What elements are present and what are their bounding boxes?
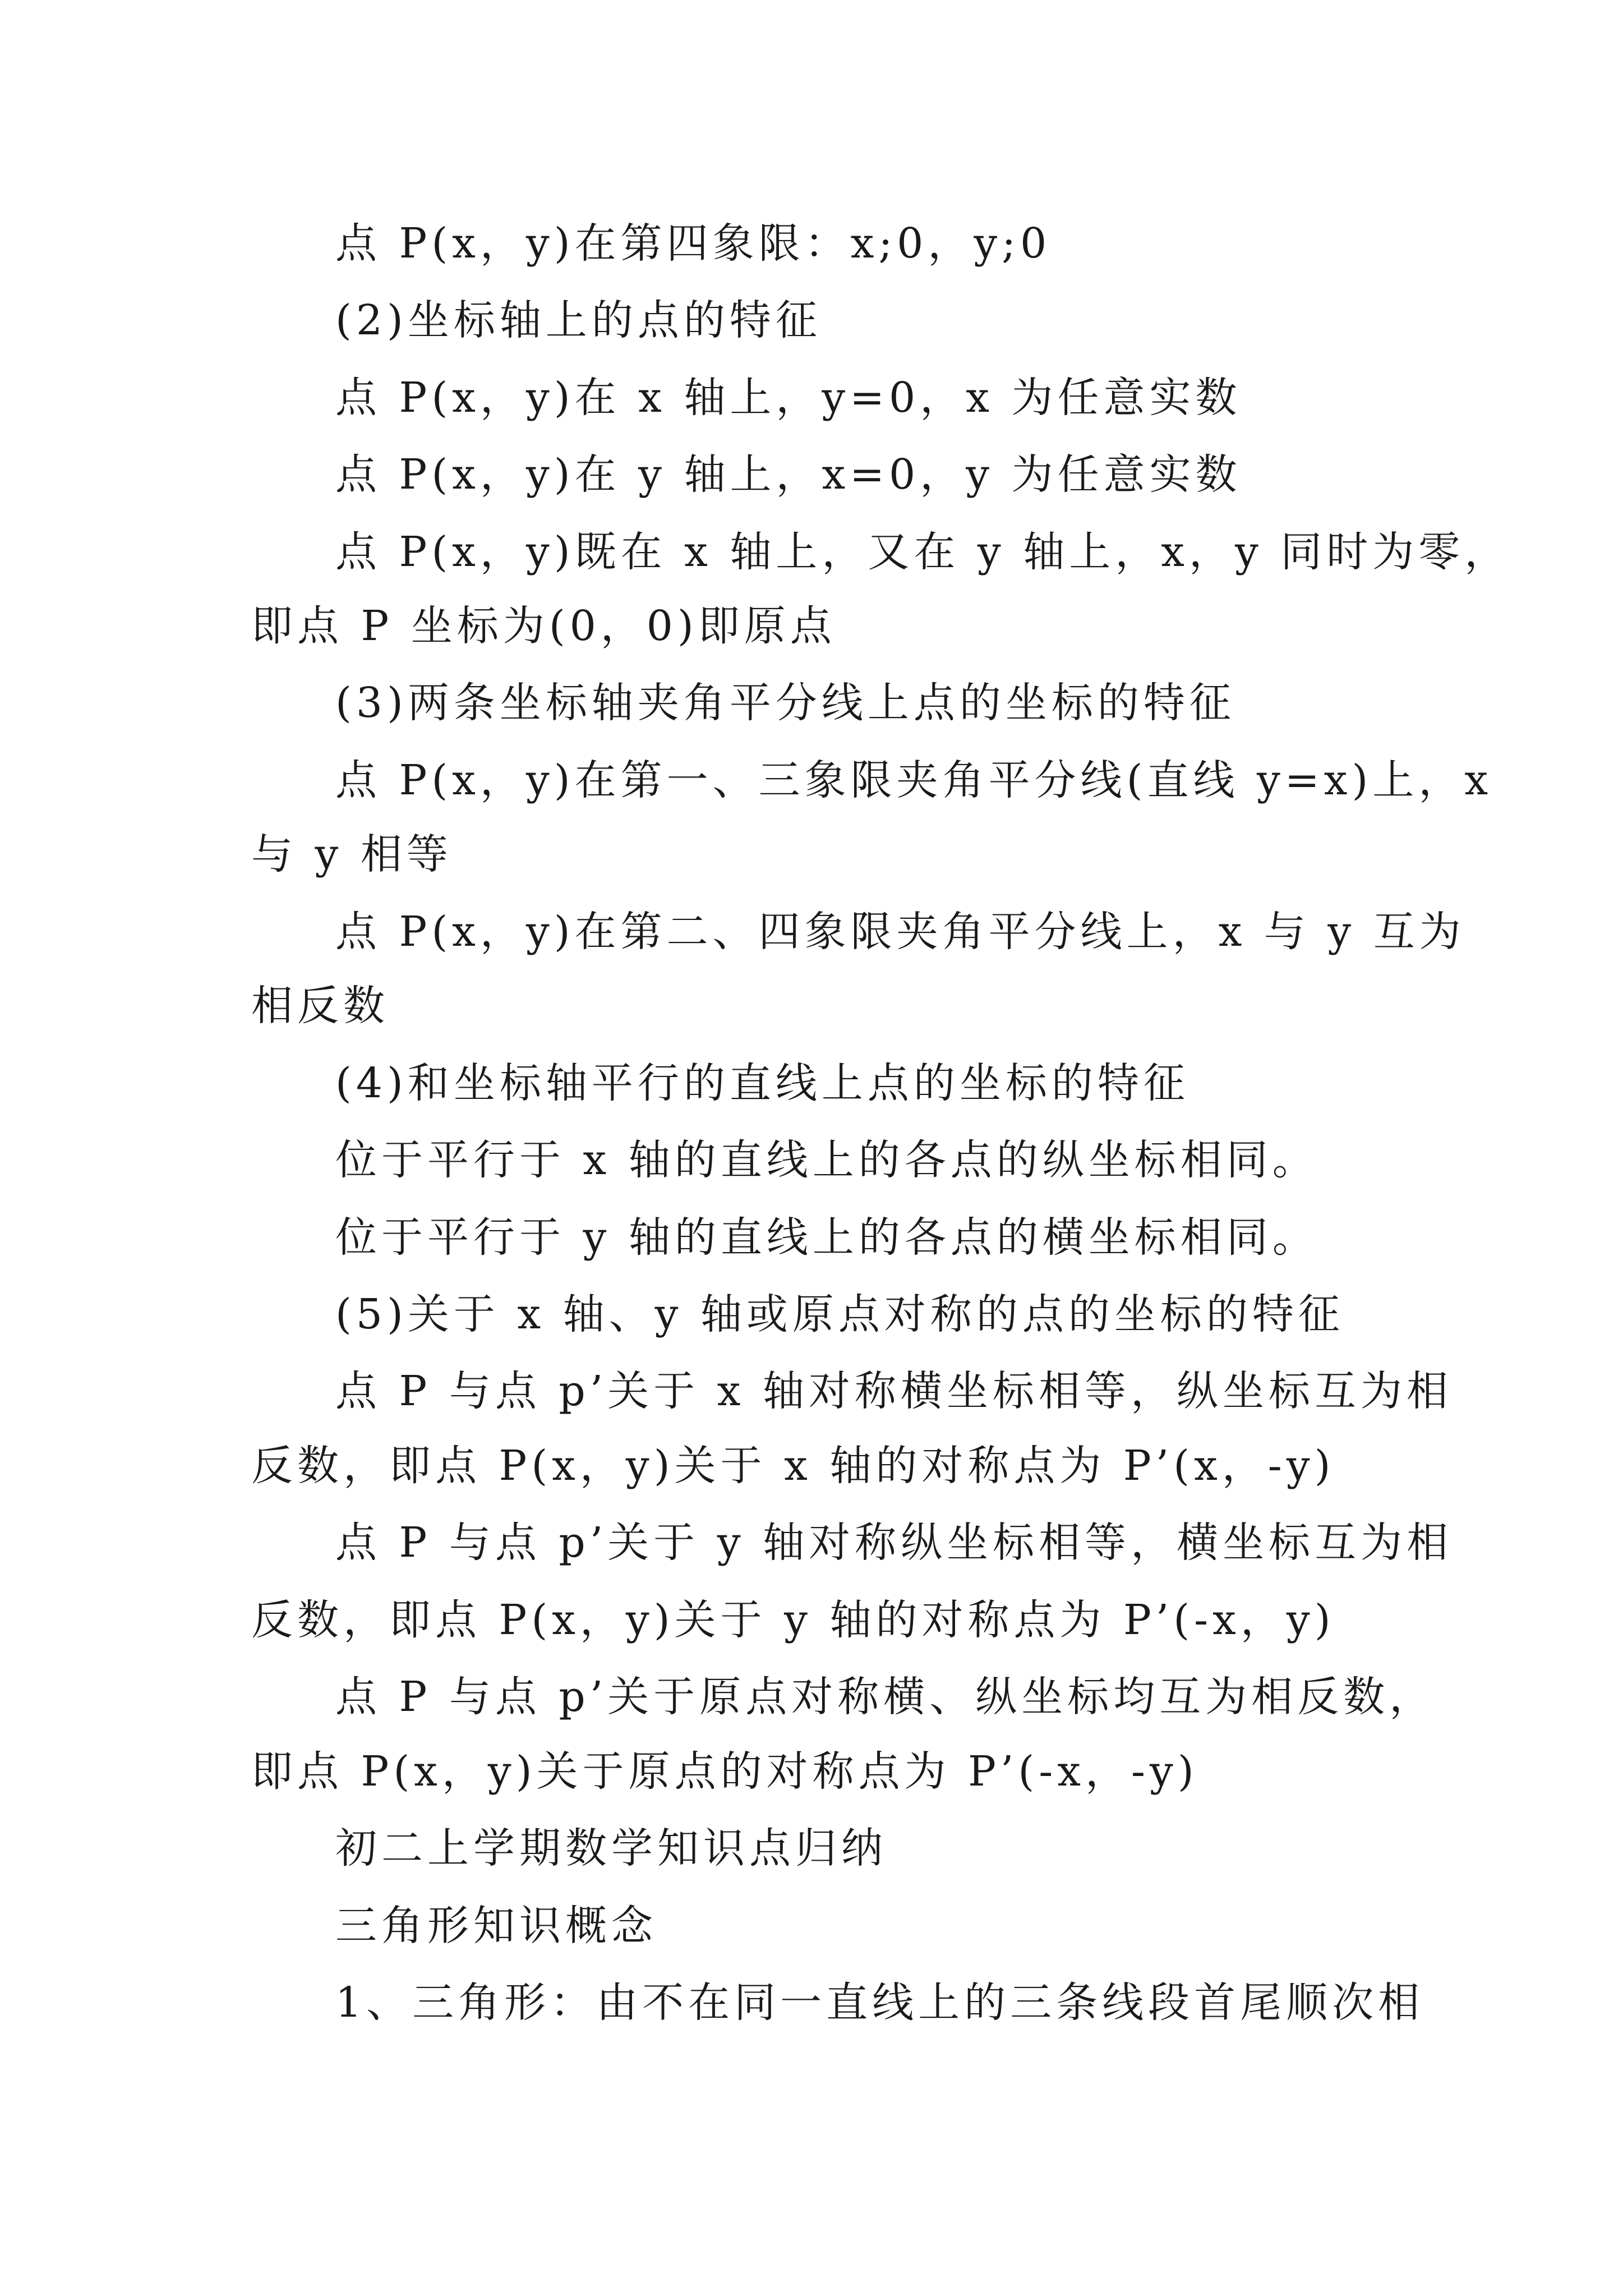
paragraph-line: 与 y 相等 [251, 830, 453, 878]
paragraph-line: 相反数 [251, 982, 389, 1030]
paragraph-line: 即点 P(x，y)关于原点的对称点为 P’(-x，-y) [251, 1747, 1198, 1796]
paragraph-line: 点 P 与点 p’关于原点对称横、纵坐标均互为相反数， [335, 1673, 1436, 1721]
paragraph-line: 点 P 与点 p’关于 y 轴对称纵坐标相等，横坐标互为相 [335, 1519, 1453, 1567]
paragraph-line: 点 P(x，y)在 x 轴上，y=0，x 为任意实数 [335, 374, 1242, 422]
paragraph-line: 点 P 与点 p’关于 x 轴对称横坐标相等，纵坐标互为相 [335, 1367, 1453, 1415]
paragraph-line: 位于平行于 y 轴的直线上的各点的横坐标相同。 [335, 1213, 1318, 1262]
section-heading: (3)两条坐标轴夹角平分线上点的坐标的特征 [335, 679, 1235, 727]
paragraph-line: 点 P(x，y)在第二、四象限夹角平分线上，x 与 y 互为 [335, 908, 1465, 956]
paragraph-line: 点 P(x，y)既在 x 轴上，又在 y 轴上，x，y 同时为零， [335, 528, 1511, 576]
paragraph-line: 点 P(x，y)在 y 轴上，x=0，y 为任意实数 [335, 450, 1242, 499]
paragraph-line: 即点 P 坐标为(0，0)即原点 [251, 602, 836, 650]
section-heading: 初二上学期数学知识点归纳 [335, 1824, 887, 1872]
paragraph-line: 反数，即点 P(x，y)关于 x 轴的对称点为 P’(x，-y) [251, 1442, 1335, 1490]
paragraph-line: 位于平行于 x 轴的直线上的各点的纵坐标相同。 [335, 1136, 1318, 1184]
section-heading: (2)坐标轴上的点的特征 [335, 296, 822, 344]
paragraph-line: 反数，即点 P(x，y)关于 y 轴的对称点为 P’(-x，y) [251, 1596, 1335, 1644]
section-heading: 三角形知识概念 [335, 1902, 657, 1950]
section-heading: (5)关于 x 轴、y 轴或原点对称的点的坐标的特征 [335, 1290, 1344, 1338]
paragraph-line: 点 P(x，y)在第一、三象限夹角平分线(直线 y=x)上，x [335, 756, 1493, 804]
paragraph-line: 点 P(x，y)在第四象限：x;0，y;0 [335, 219, 1052, 268]
paragraph-line: 1、三角形：由不在同一直线上的三条线段首尾顺次相 [335, 1978, 1424, 2027]
section-heading: (4)和坐标轴平行的直线上点的坐标的特征 [335, 1059, 1189, 1107]
